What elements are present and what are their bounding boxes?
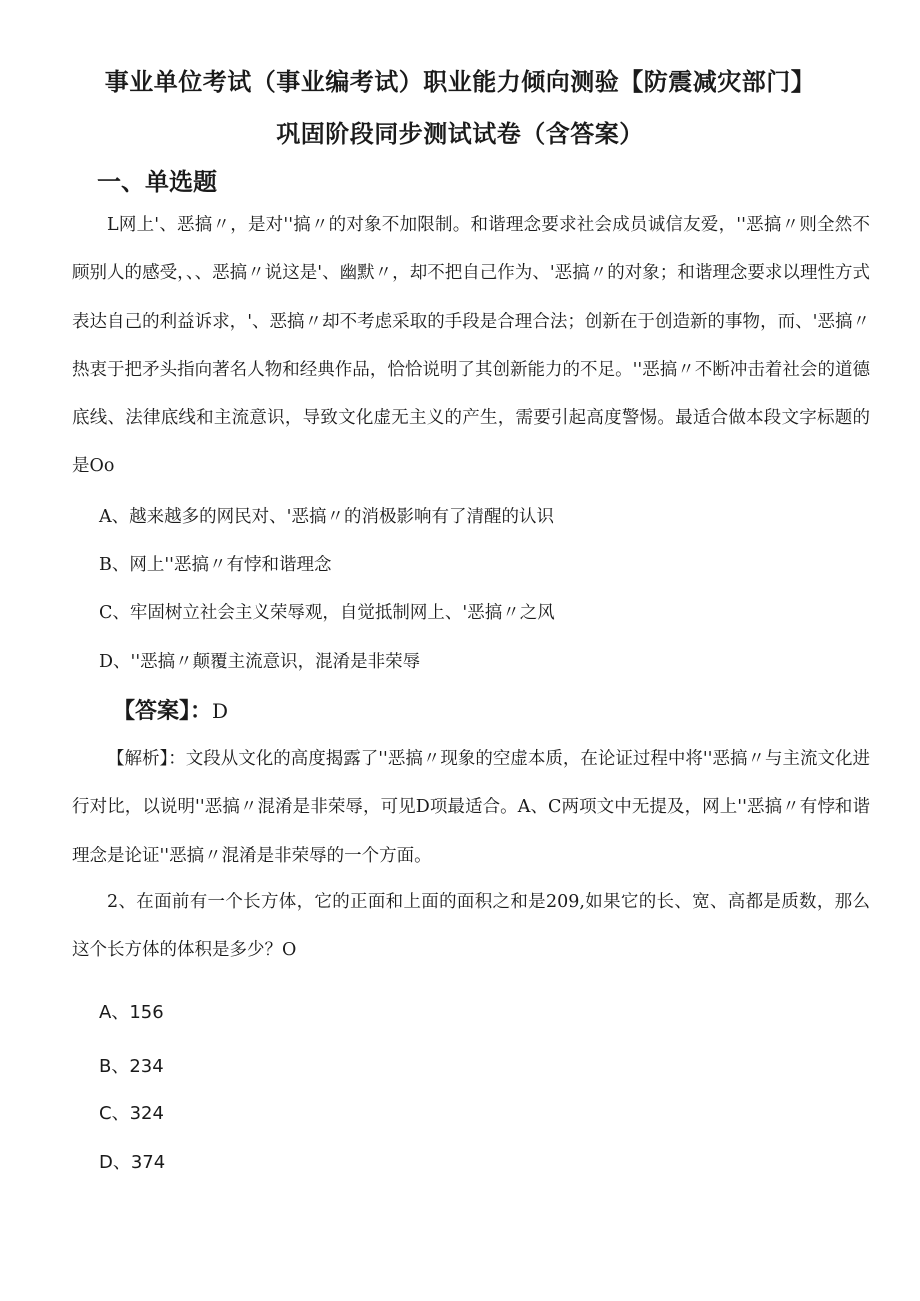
- question-1-explanation: 【解析】：文段从文化的高度揭露了''恶搞〃现象的空虚本质，在论证过程中将''恶搞〃与主流文化进行对比，以说明''恶搞〃混淆是非荣辱，可见D项最适合。A、C两项文中无提及，网上''恶搞〃有悖和谐理念是论证''恶搞〃混淆是非荣辱的一个方面。: [72, 749, 870, 866]
- document-title-line-2: 巩固阶段同步测试试卷（含答案）: [276, 120, 644, 148]
- question-2-option-c: C、324: [99, 1103, 164, 1124]
- document-title-line-1: 事业单位考试（事业编考试）职业能力倾向测验【防震减灾部门】: [104, 68, 816, 96]
- question-1-option-a: A、越来越多的网民对、'恶搞〃的消极影响有了清醒的认识: [99, 507, 554, 527]
- question-1-answer: [113, 694, 228, 725]
- question-1-option-b: B、网上''恶搞〃有悖和谐理念: [99, 555, 332, 575]
- question-2-option-d: D、374: [99, 1152, 166, 1173]
- question-2-option-b: B、234: [99, 1056, 164, 1077]
- answer-value: D: [212, 699, 229, 723]
- answer-label: 【答案】：: [113, 699, 213, 724]
- question-1-stem: L网上'、恶搞〃，是对''搞〃的对象不加限制。和谐理念要求社会成员诚信友爱，''恶搞〃则全然不顾别人的感受，、、恶搞〃说这是'、幽默〃，却不把自己作为、'恶搞〃的对象；和谐理念要求以理性方式表达自己的利益诉求，'、恶搞〃却不考虑采取的手段是合理合法；创新在于创造新的事物，而、'恶搞〃热衷于把矛头指向著名人物和经典作品，恰恰说明了其创新能力的不足。''恶搞〃不断冲击着社会的道德底线、法律底线和主流意识，导致文化虚无主义的产生，需要引起高度警惕。最适合做本段文字标题的是Oo: [72, 215, 870, 477]
- question-1-option-c: C、牢固树立社会主义荣辱观，自觉抵制网上、'恶搞〃之风: [99, 603, 555, 623]
- question-1-option-d: D、''恶搞〃颠覆主流意识，混淆是非荣辱: [99, 652, 421, 672]
- question-2-option-a: A、156: [99, 1002, 164, 1023]
- question-2-stem: 2、在面前有一个长方体，它的正面和上面的面积之和是209,如果它的长、宽、高都是质数，那么这个长方体的体积是多少？O: [72, 892, 870, 961]
- section-heading: 一、单选题: [97, 168, 217, 196]
